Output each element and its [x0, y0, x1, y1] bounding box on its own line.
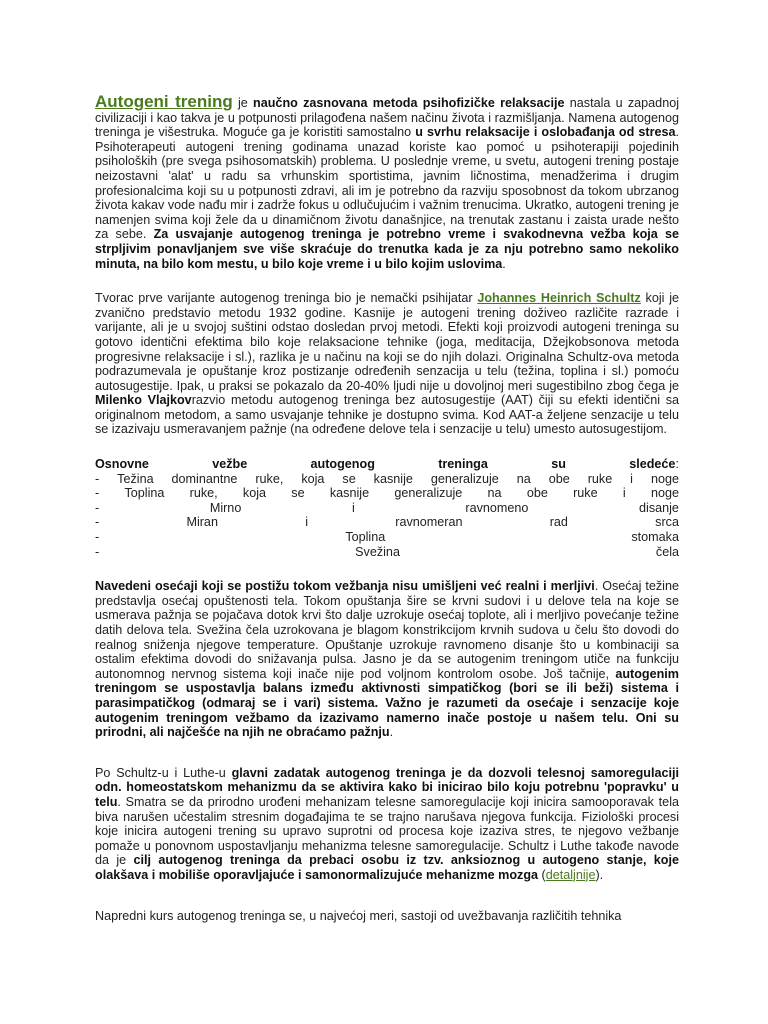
word: noge	[650, 486, 679, 501]
text: .	[389, 725, 394, 740]
word: i	[622, 486, 626, 501]
text: . Psihoterapeuti autogeni trening godinama unazad koriste kao pomoć u psihoterapiji pojedinih psiholoških (pre svega psihosomatskih) problema. U poslednje vreme, u svetu, autogeni trening postaje neizostavni 'alat' u radu sa vrhunskim sportistima, javnim ličnostima, menadžerima i drugim profesionalcima koji su u potpunosti zdravi, ali im je potrebno da razviju sposobnost da tokom ubrzanog života kakav vode nađu mir i zadrže fokus u odlučujućim i važnim trenucima. Ukratko, autogeni trening je namenjen svima koji žele da u dinamičnom životu današnjice, na trenutak zastanu i zaista urade nešto za sebe.	[95, 125, 679, 242]
text: Po Schultz-u i Luthe-u	[95, 765, 232, 780]
heading-word: autogenog	[310, 457, 375, 472]
heading-word: vežbe	[212, 457, 248, 472]
word: -	[95, 471, 100, 486]
text: .	[502, 256, 506, 271]
word: noge	[650, 471, 679, 486]
text: je	[232, 96, 254, 110]
word: kasnije	[373, 471, 413, 486]
heading-last	[629, 457, 679, 472]
text: razvio metodu autogenog treninga bez autosugestije (AAT) čiji su efekti identični sa originalnom metodom, a samo usvajanje tehnike je dostupno svima. Kod AAT-a željene senzacije u telu se izazivaju usmeravanjem pažnje (na određene delove tela i senzacije u telu) umesto autosugestijom.	[95, 393, 680, 437]
word: čela	[655, 544, 679, 559]
details-link[interactable]: detaljnije	[545, 867, 596, 882]
bold-text: Za usvajanje autogenog treninga je potrebno vreme i svakodnevna vežba koja se strpljivim ponavljanjem sve više skraćuje do trenutka kada je za nju potrebno samo nekoliko minuta, na bilo kom mestu, u bilo koje vreme i u bilo kojim uslovima	[95, 227, 680, 271]
bold-text: Navedeni osećaji koji se postižu tokom vežbanja nisu umišljeni već realni i merljivi	[95, 579, 595, 594]
word: i	[305, 515, 309, 530]
intro-paragraph	[95, 93, 679, 271]
text: . Osećaj težine predstavlja osećaj opuštenosti tela. Tokom opuštanja šire se krvni sudovi i u delove tela na koje se usmerava pažnja se pojačava dotok krvi što dalje uzrokuje osećaj toplote, ali i merljivo povećanje težine datih delova tela. Svežina čela uzrokovana je blagom konstrikcijom krvnih sudova u čelu što dovodi do realnog sniženja njegove temperature. Opuštanje uzrokuje ravnomeno disanje što u kombinaciji sa ostalim efektima dovodi do snižavanja pulsa. Jasno je da se autogenim treningom utiče na funkciju autonomnog nervnog sistema koji inače nije pod voljnom kontrolom osobe. Još tačnije,	[95, 579, 679, 681]
word: obe	[526, 486, 548, 501]
word: ravnomeno	[465, 500, 529, 515]
text: ).	[595, 867, 604, 882]
text: koji je zvanično predstavio metodu 1932 godine. Kasnije je autogeni trening doživeo različite razrade i varijante, ali je u svojoj suštini odstao dosledan prvoj metodi. Efekti koji proizvodi autogeni treninga su gotovo identični efektima bilo koje relaksacione tehnike (joga, meditacija, Džejkobsonova metoda progresivne relaksacije i sl.), razlika je u načinu na koji se do njih dolazi. Originalna Schultz-ova metoda podrazumevala je opuštanje kroz postizanje određenih senzacija u telu (težina, toplina i sl.) pomoću autosugestije. Ipak, u praksi se pokazalo da 20-40% ljudi nije u dovoljnoj meri sugestibilno zbog čega je	[95, 291, 680, 393]
bold-text: Milenko Vlajkov	[95, 393, 192, 408]
word: disanje	[639, 500, 679, 515]
word: -	[95, 486, 100, 501]
word: -	[95, 500, 100, 515]
heading-word: Osnovne	[95, 457, 149, 472]
word: -	[95, 515, 100, 530]
text: (	[538, 867, 546, 882]
advanced-paragraph	[95, 909, 679, 924]
word: stomaka	[631, 530, 679, 545]
word: se	[291, 486, 305, 501]
bold-text: u svrhu relaksacije i oslobađanja od stresa	[415, 125, 676, 140]
word: generalizuje	[394, 486, 463, 501]
word: koja	[301, 471, 325, 486]
word: se	[342, 471, 356, 486]
word: -	[95, 544, 100, 559]
word: kasnije	[329, 486, 370, 501]
word: koja	[242, 486, 267, 501]
title-link[interactable]: Autogeni trening	[95, 92, 233, 111]
word: obe	[548, 471, 570, 486]
heading-word: sledeće	[629, 457, 676, 472]
text: Tvorac prve varijante autogenog treninga bio je nemački psihijatar	[95, 291, 478, 306]
text: nastala u zapadnoj civilizaciji i kao takva je u potpunosti prilagođena našem načinu života i razmišljanja. Namena autogenog treninga je višestruka. Moguće ga je koristiti samostalno	[95, 96, 679, 140]
word: Toplina	[345, 530, 386, 545]
word: Težina	[117, 471, 154, 486]
word: i	[630, 471, 633, 486]
goal-paragraph	[95, 766, 679, 883]
bold-text: glavni zadatak autogenog treninga je da dozvoli telesnoj samoregulaciji odn. homeostatskom mehanizmu da se aktivira kako bi inicirao bilo koju potrebnu 'popravku' u telu	[95, 765, 679, 809]
list-item	[95, 486, 679, 501]
list-item	[95, 501, 679, 516]
word: Miran	[186, 515, 218, 530]
word: Toplina	[124, 486, 165, 501]
word: na	[516, 471, 531, 486]
bold-text: naučno zasnovana metoda psihofizičke relaksacije	[253, 96, 565, 110]
list-item	[95, 545, 679, 560]
exercises-heading	[95, 457, 679, 472]
schultz-link[interactable]: Johannes Heinrich Schultz	[477, 291, 641, 306]
word: srca	[655, 515, 679, 530]
word: -	[95, 530, 100, 545]
document-page	[95, 93, 679, 923]
list-item	[95, 472, 679, 487]
word: Mirno	[209, 500, 242, 515]
word: ruke	[587, 471, 613, 486]
word: ravnomeran	[395, 515, 463, 530]
word: ruke,	[189, 486, 218, 501]
word: generalizuje	[430, 471, 499, 486]
word: i	[351, 500, 355, 515]
list-item	[95, 515, 679, 530]
heading-word: su	[551, 457, 566, 472]
word: ruke,	[255, 471, 284, 486]
bold-text: cilj autogenog treninga da prebaci osobu iz tzv. anksioznog u autogeno stanje, koje olakšava i mobiliše oporavljajuće i samonormalizujuće mehanizme mozga	[95, 853, 679, 882]
heading-colon: :	[675, 457, 679, 472]
word: dominantne	[171, 471, 238, 486]
bold-text: autogenim treningom se uspostavlja balans između aktivnosti simpatičkog (bori se ili beži) sistema i parasimpatičkog (odmaraj se i vari) sistema. Važno je razumeti da osećaje i senzacije koje autogenim treningom vežbamo da izazivamo namerno inače postoje u našem telu. Oni su prirodni, ali najčešće na njih ne obraćamo pažnju	[95, 666, 679, 740]
word: na	[487, 486, 502, 501]
word: ruke	[573, 486, 598, 501]
history-paragraph	[95, 291, 679, 437]
text: Napredni kurs autogenog treninga se, u najvećoj meri, sastoji od uvežbavanja različitih tehnika	[95, 908, 622, 923]
text: . Smatra se da prirodno urođeni mehanizam telesne samoregulacije koji inicira samooporavak tela biva narušen učestalim stresnim događajima te se trajno narušava njegova funkcija. Fiziološki procesi koje inicira autogeni trening su upravo suprotni od procesa koje izaziva stres, te njegovo vežbanje pomaže u ponovnom uspostavljanju mehanizma telesne samoregulacije. Schultz i Luthe takođe navode da je	[95, 794, 679, 868]
list-item	[95, 530, 679, 545]
effects-paragraph	[95, 579, 679, 740]
exercises-list	[95, 457, 679, 559]
heading-word: treninga	[438, 457, 488, 472]
word: Svežina	[355, 544, 400, 559]
word: rad	[549, 515, 568, 530]
